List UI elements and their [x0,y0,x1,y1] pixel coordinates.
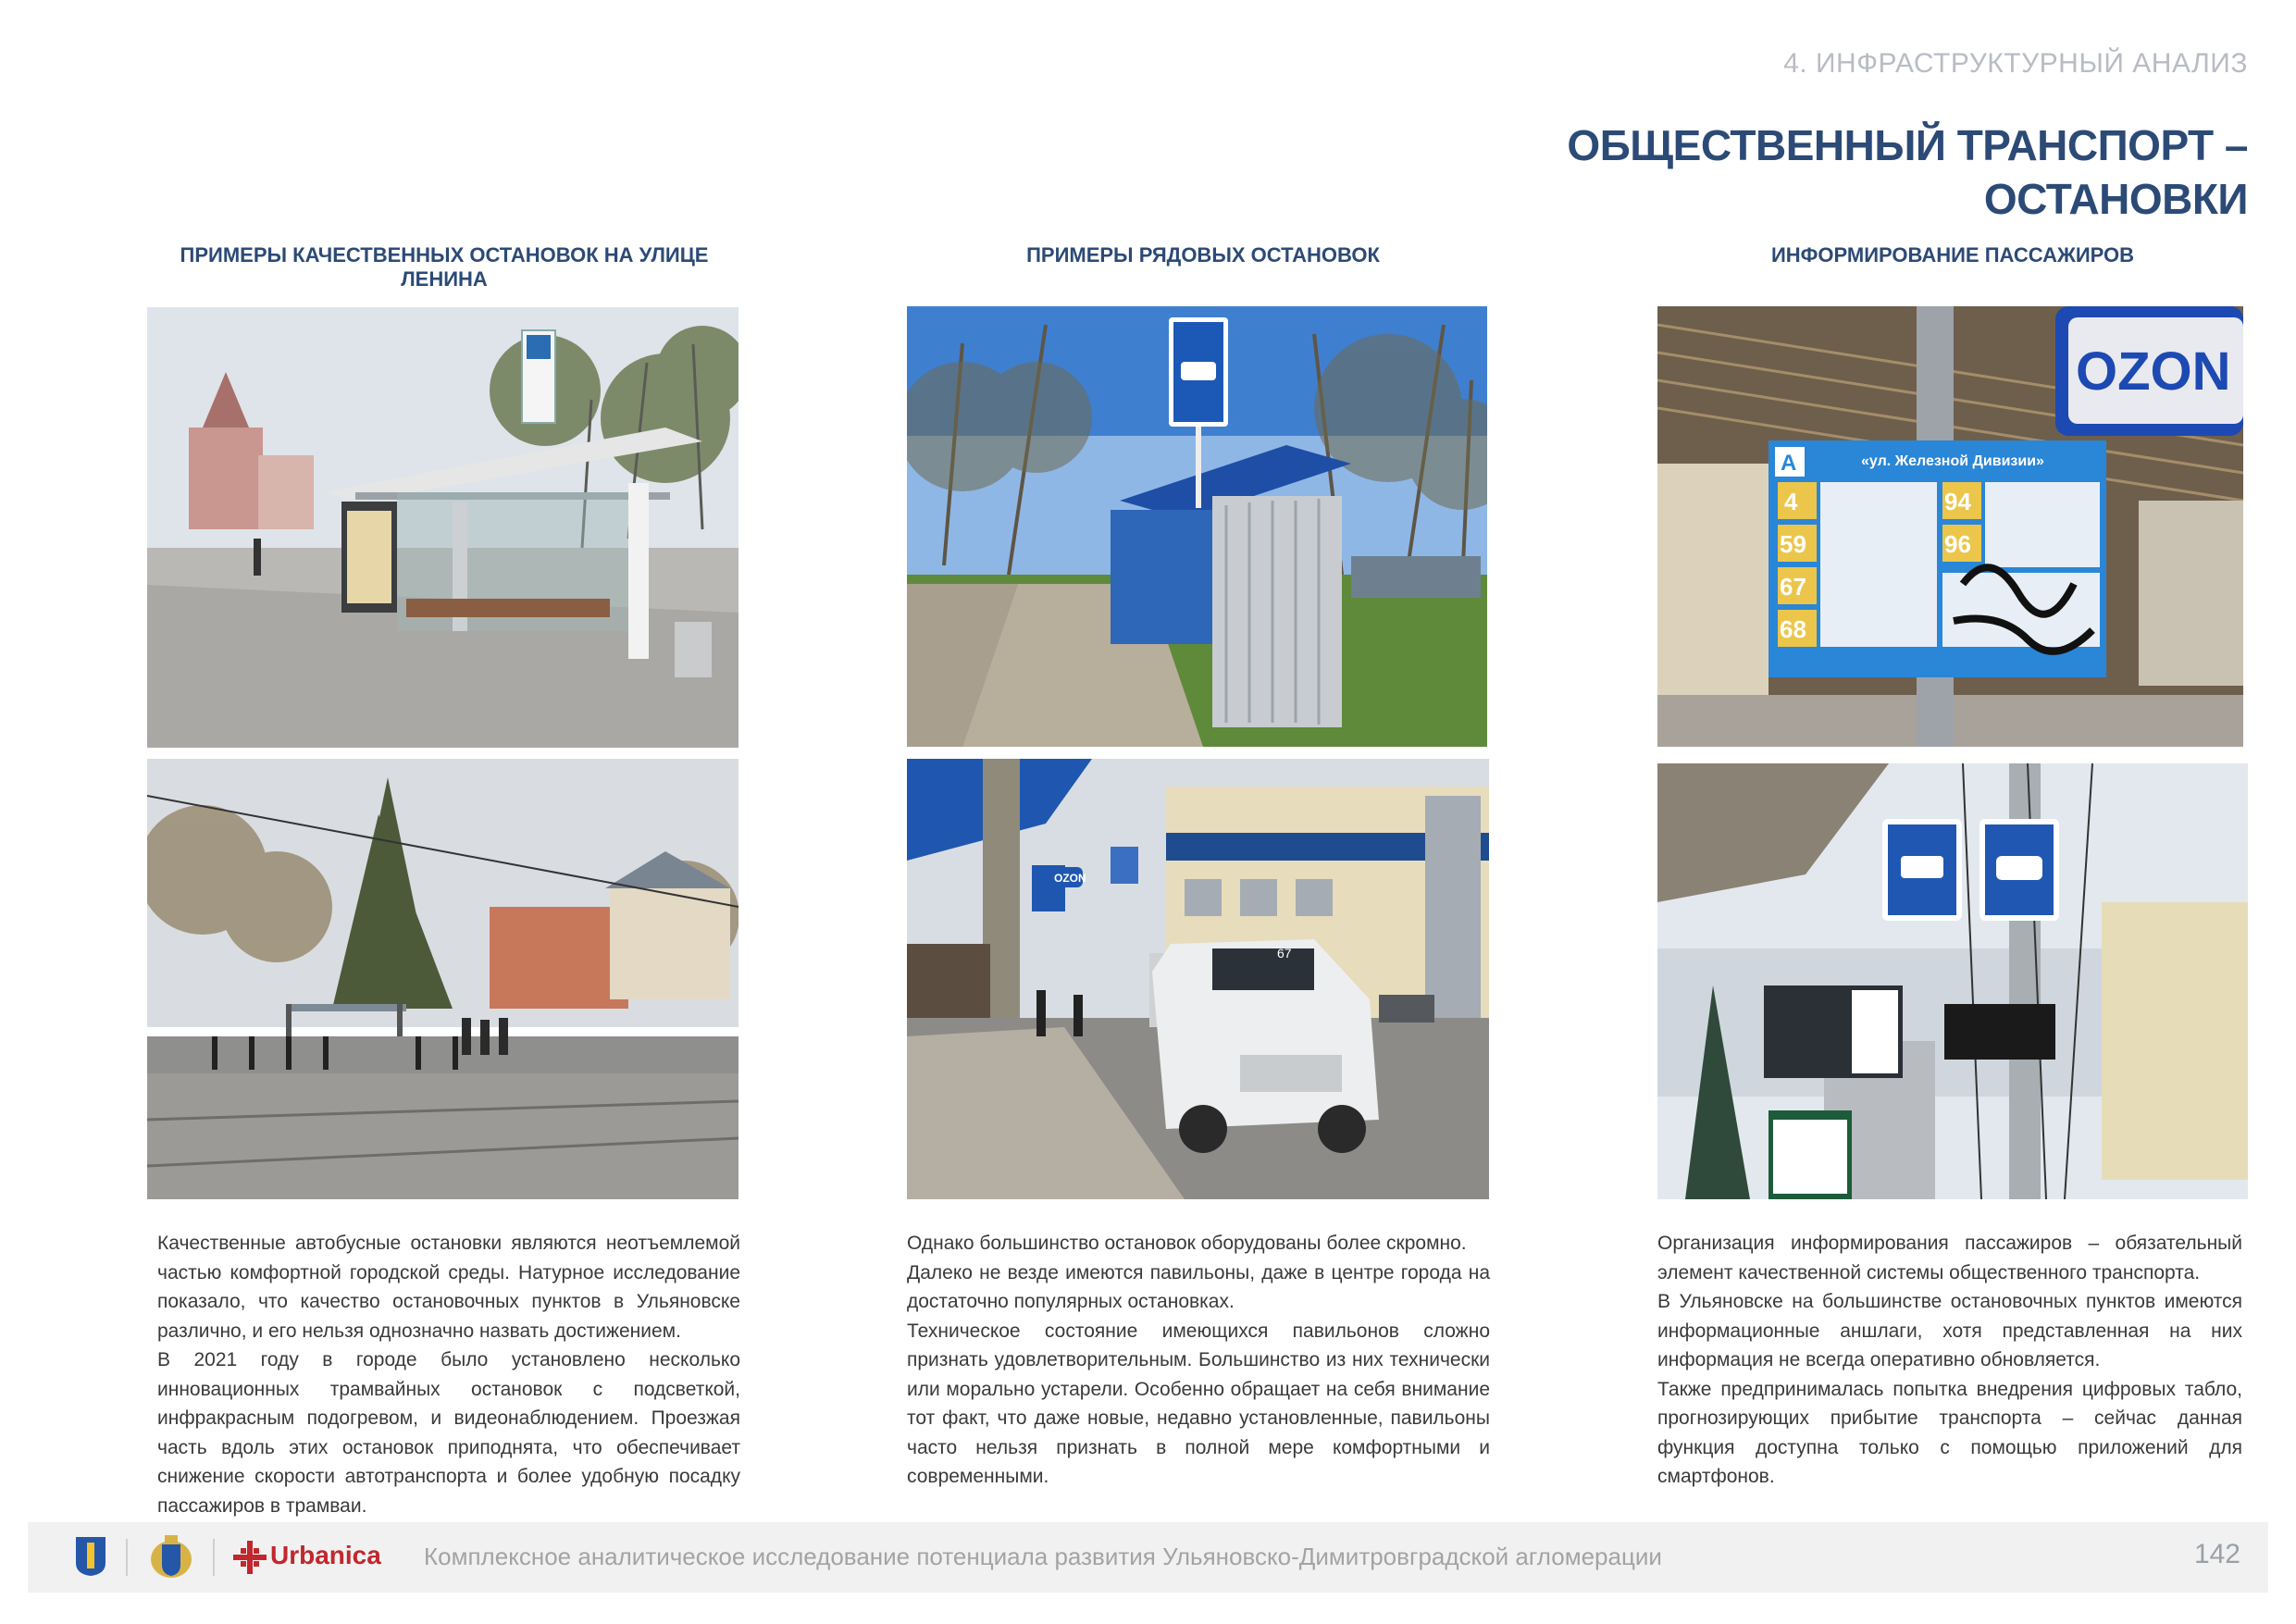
ozon-sign-small: OZON [1054,872,1086,885]
route-59: 59 [1780,530,1806,558]
page-title [1415,118,2248,226]
ozon-sign: OZON [2076,341,2231,402]
text-ordinary-stops [907,1229,1490,1492]
photo-minibus-street [907,759,1489,1199]
region-coat-of-arms-icon [148,1531,194,1581]
paragraph: Далеко не везде имеются павильоны, даже в центре города на достаточно популярных остановках. [907,1261,1490,1312]
paragraph: В 2021 году в городе было установлено несколько инновационных трамвайных остановок с подсветкой, инфракрасным подогревом, и видеонаблюдением. Проезжая часть вдоль этих остановок приподнята, что обеспечивает снижение скорости автотранспорта и более удобную посадку пассажиров в трамваи. [157,1349,740,1517]
footer [28,1522,2268,1593]
text-quality-stops [157,1229,740,1520]
section-label: 4. ИНФРАСТРУКТУРНЫЙ АНАЛИЗ [1783,48,2248,79]
page-number: 142 [2193,1539,2240,1569]
board-title: «ул. Железной Дивизии» [1861,453,2044,469]
paragraph: Однако большинство остановок оборудованы более скромно. [907,1233,1467,1254]
paragraph: Техническое состояние имеющихся павильонов сложно признать удовлетворительным. Большинство из них технически или морально устарели. Особенно обращает на себя внимание тот факт, что даже новые, недавно установленные, павильоны часто нельзя признать в полной мере комфортными и современными. [907,1320,1490,1487]
route-4: 4 [1784,488,1798,515]
paragraph: В Ульяновске на большинстве остановочных пунктов имеются информационные аншлаги, хотя представленная на них информация не всегда оперативно обновляется. [1657,1291,2242,1370]
urbanica-brand: Urbanica [270,1541,381,1569]
minibus-number: 67 [1277,946,1292,961]
footer-separator [213,1539,215,1576]
paragraph: Качественные автобусные остановки являются неотъемлемой частью комфортной городской среды. Натурное исследование показало, что качество остановочных пунктов в Ульяновске различно, и его нельзя однозначно назвать достижением. [157,1233,740,1342]
photo-timetable-board [1657,306,2243,747]
footer-description: Комплексное аналитическое исследование потенциала развития Ульяновско-Димитровградской агломерации [424,1543,1662,1570]
paragraph: Также предпринималась попытка внедрения цифровых табло, прогнозирующих прибытие транспорта – сейчас данная функция доступна только с помощью приложений для смартфонов. [1657,1378,2242,1487]
photo-modern-shelter [147,307,738,748]
board-letter: А [1781,451,1797,476]
photo-ordinary-shelter [907,306,1487,747]
photo-tram-stop [147,759,738,1199]
page-title-line2: ОСТАНОВКИ [1983,175,2248,223]
column-heading-quality-stops: ПРИМЕРЫ КАЧЕСТВЕННЫХ ОСТАНОВОК НА УЛИЦЕ ЛЕНИНА [180,243,709,291]
route-96: 96 [1944,530,1971,558]
page-title-line1: ОБЩЕСТВЕННЫЙ ТРАНСПОРТ – [1567,121,2248,169]
city-coat-of-arms-icon [74,1535,107,1578]
column-heading-ordinary-stops: ПРИМЕРЫ РЯДОВЫХ ОСТАНОВОК [1026,243,1380,267]
route-68: 68 [1780,615,1806,643]
footer-separator [126,1539,128,1576]
paragraph: Организация информирования пассажиров – обязательный элемент качественной системы общественного транспорта. [1657,1233,2242,1283]
photo-stop-signs [1657,763,2248,1199]
urbanica-logo-icon [231,1539,268,1576]
route-67: 67 [1780,573,1806,601]
text-passenger-info [1657,1229,2242,1492]
route-94: 94 [1944,488,1971,515]
column-heading-passenger-info: ИНФОРМИРОВАНИЕ ПАССАЖИРОВ [1770,243,2135,267]
